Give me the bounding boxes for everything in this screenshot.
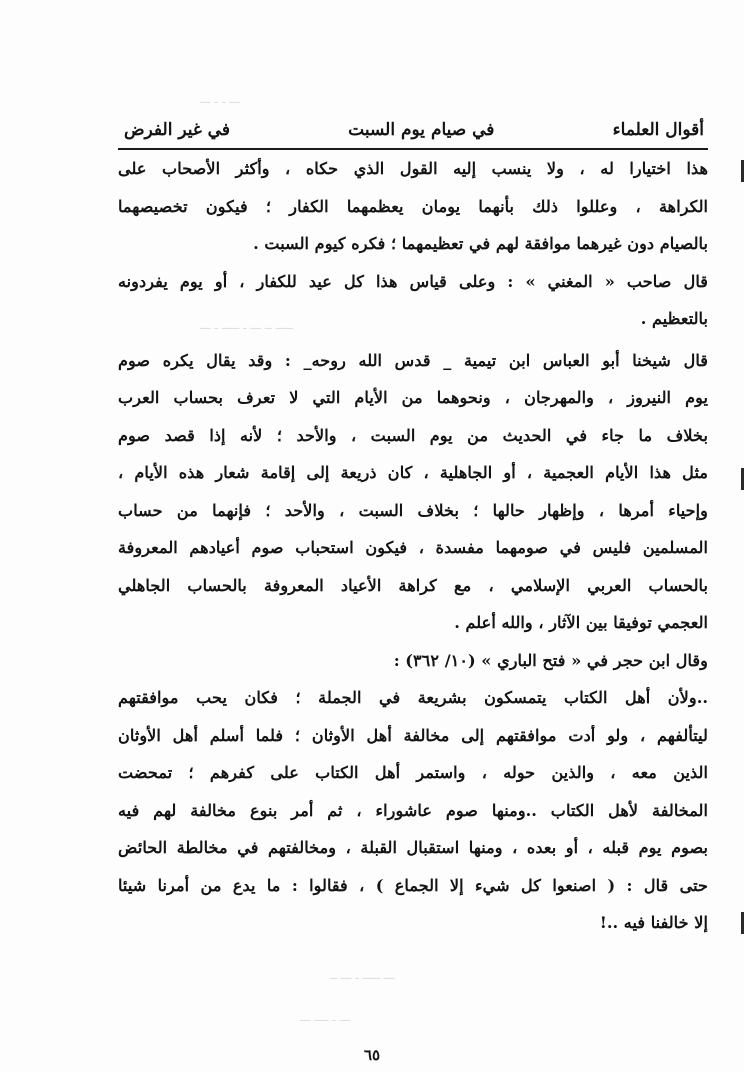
bleed-through-mark: ـــ ـ ـ ـــ: [200, 92, 240, 106]
text-line: مثل هذا الأيام العجمية ، أو الجاهلية ، كان ذريعة إلى إقامة شعار هذه الأيام ،: [118, 463, 708, 482]
text-line: بالحساب العربي الإسلامي ، مع كراهة الأعياد المعروفة بالحساب الجاهلي: [118, 575, 708, 595]
text-line: المسلمين فليس في صومهما مفسدة ، فيكون استحباب صوم أعيادهم المعروفة: [118, 538, 708, 557]
text-line: قال صاحب « المغني » : وعلى قياس هذا كل عيد للكفار ، أو يوم يفردونه: [118, 271, 708, 291]
text-line: يوم النيروز ، والمهرجان ، ونحوهما من الأيام التي لا تعرف بحساب العرب: [118, 388, 708, 407]
text-line: الذين معه ، والذين حوله ، واستمر أهل الكتاب على كفرهم ؛ تمحضت: [118, 763, 708, 782]
text-line: إلا خالفنا فيه ..!: [599, 913, 708, 932]
text-line: هذا اختيارا له ، ولا ينسب إليه القول الذي حكاه ، وأكثر الأصحاب على: [118, 159, 708, 178]
bleed-through-mark: ـــ ـــــ ـ ـــ ــ: [330, 968, 395, 982]
text-line: بالتعظيم .: [640, 309, 708, 328]
text-line: ليتألفهم ، ولو أدت موافقتهم إلى مخالفة أهل الأوثان ؛ فلما أسلم أهل الأوثان: [118, 725, 708, 745]
text-line: بصوم يوم قبله ، أو بعده ، ومنها استقبال القبلة ، ومخالفتهم في مخالطة الحائض: [118, 838, 708, 857]
bleed-through-mark: ـــ ـ ــــ ـــ: [300, 1010, 351, 1024]
text-line: ..ولأن أهل الكتاب يتمسكون بشريعة في الجملة ؛ فكان يحب موافقتهم: [118, 688, 708, 707]
text-line: قال شيخنا أبو العباس ابن تيمية _ قدس الله روحه_ : وقد يقال يكره صوم: [118, 350, 708, 370]
header-right-title: أقوال العلماء: [612, 120, 704, 140]
page-number: ٦٥: [363, 1046, 381, 1064]
header-left-title: في غير الفرض: [124, 120, 230, 140]
text-line: حتى قال : ( اصنعوا كل شيء إلا الجماع ) ، فقالوا : ما يدع من أمرنا شيئا: [118, 875, 708, 895]
text-line: العجمي توفيقا بين الآثار ، والله أعلم .: [454, 613, 708, 632]
text-line: وقال ابن حجر في « فتح الباري » (١٠/ ٣٦٢) :: [393, 650, 708, 670]
bleed-through-mark: ـــــ ــ ـــ ـ ـــــ ـ ـــ: [200, 318, 294, 332]
text-line: بالصيام دون غيرهما موافقة لهم في تعظيمهما ؛ فكره كيوم السبت .: [253, 234, 708, 253]
body-text: [118, 150, 708, 942]
text-line: المخالفة لأهل الكتاب ..ومنها صوم عاشوراء ، ثم أمر بنوع مخالفة لهم فيه: [118, 800, 708, 820]
text-line: بخلاف ما جاء في الحديث من يوم السبت ، والأحد ؛ لأنه إذا قصد صوم: [118, 425, 708, 445]
running-header: [124, 115, 704, 145]
header-center-title: في صيام يوم السبت: [348, 120, 495, 140]
text-line: الكراهة ، وعللوا ذلك بأنهما يومان يعظمهما الكفار ؛ فيكون تخصيصهما: [118, 196, 708, 216]
text-line: وإحياء أمرها ، وإظهار حالها ؛ بخلاف السبت ، والأحد ؛ فإنهما من حساب: [118, 500, 708, 520]
